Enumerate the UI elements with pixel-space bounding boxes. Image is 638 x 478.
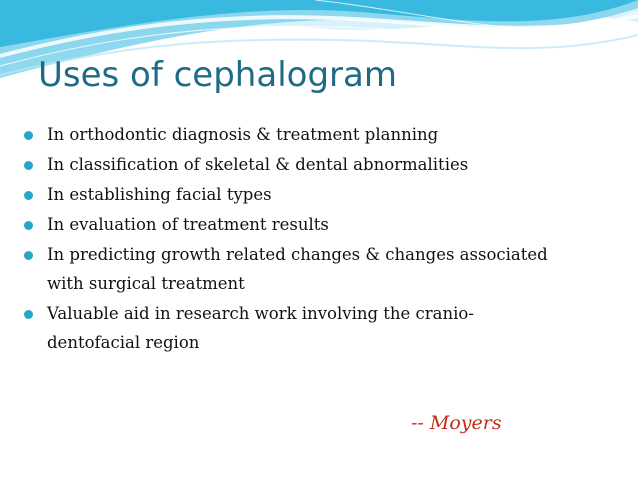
round-bullet-icon: [24, 310, 33, 319]
attribution: -- Moyers: [411, 412, 502, 434]
bullet-item-treatment-results: [22, 210, 562, 239]
round-bullet-icon: [24, 191, 33, 200]
bullet-item-classification: [22, 150, 562, 179]
bullet-item-facial-types: [22, 180, 562, 209]
bullet-text: In predicting growth related changes & changes associated with surgical treatment: [47, 245, 548, 293]
bullet-list: [22, 120, 562, 358]
bullet-text: In evaluation of treatment results: [47, 215, 329, 234]
bullet-text: Valuable aid in research work involving the cranio-dentofacial region: [47, 304, 474, 352]
round-bullet-icon: [24, 221, 33, 230]
round-bullet-icon: [24, 161, 33, 170]
slide-title: Uses of cephalogram: [38, 55, 397, 95]
bullet-text: In orthodontic diagnosis & treatment planning: [47, 125, 439, 144]
bullet-item-growth-changes: [22, 240, 562, 298]
round-bullet-icon: [24, 251, 33, 260]
bullet-item-diagnosis: [22, 120, 562, 149]
round-bullet-icon: [24, 131, 33, 140]
bullet-item-research: [22, 299, 562, 357]
bullet-text: In establishing facial types: [47, 185, 272, 204]
bullet-text: In classification of skeletal & dental abnormalities: [47, 155, 469, 174]
